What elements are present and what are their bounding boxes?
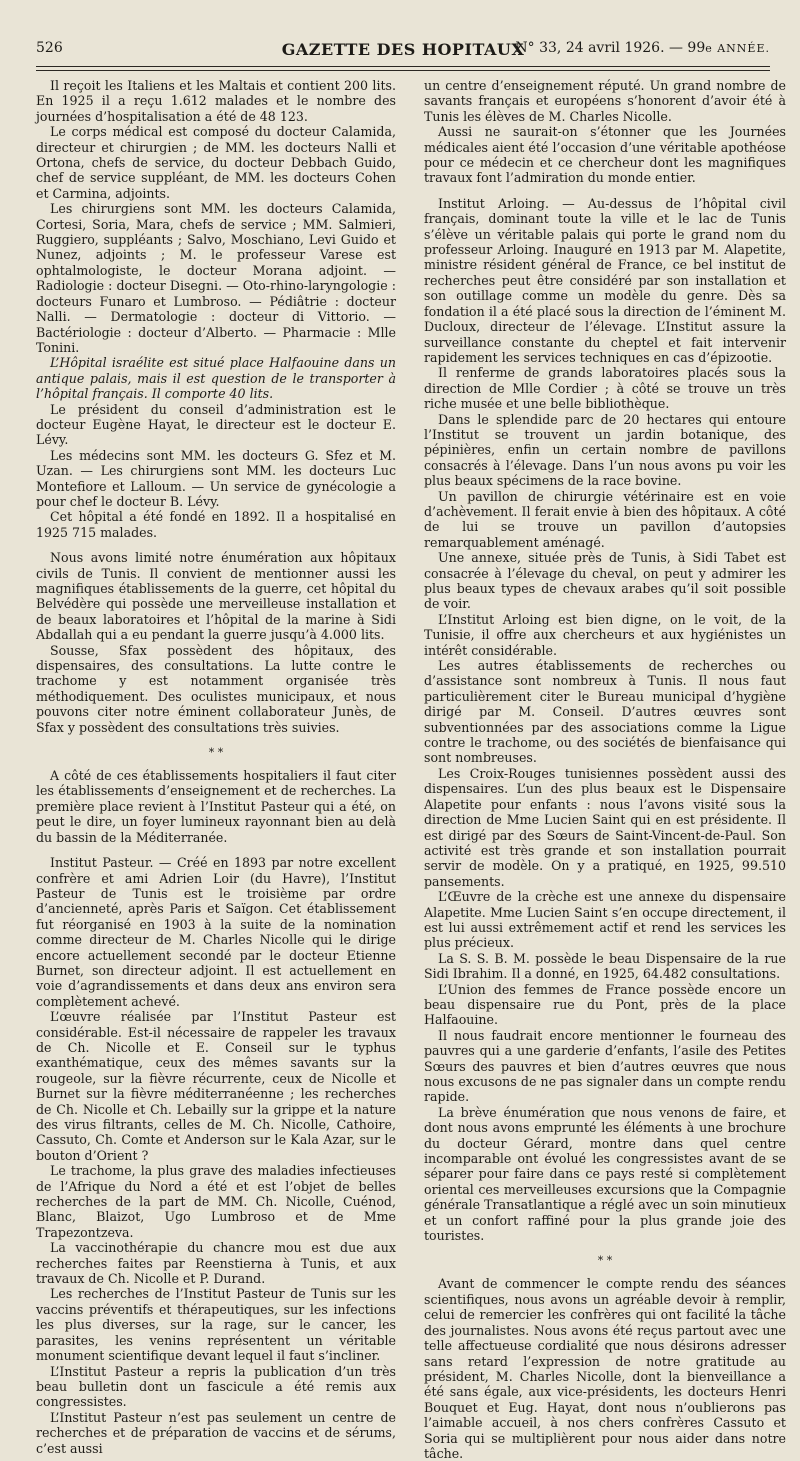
paragraph: La brève énumération que nous venons de faire, et dont nous avons emprunté les éléments à une brochure du docteur Gérard, montre dans quel centre incomparable ont évolué les congressistes avant de se séparer pour faire dans ce pays resté si complètement oriental ces merveilleuses excursions que la Compagnie générale Transatlantique a réglé avec un soin minutieux et un confort raffiné pour la plus grande joie des touristes. (424, 1104, 786, 1244)
paragraph: Il reçoit les Italiens et les Maltais et contient 200 lits. En 1925 il a reçu 1.612 malades et le nombre des journées d’hospitalisation a été de 48 123. (36, 78, 396, 124)
paragraph: L’Institut Pasteur a repris la publication d’un très beau bulletin dont un fascicule a été remis aux congressistes. (36, 1363, 396, 1410)
paragraph: L’Œuvre de la crèche est une annexe du dispensaire Alapetite. Mme Lucien Saint s’en occupe directement, il est lui aussi extrêmement actif et rend les services les plus précieux. (424, 889, 786, 951)
paragraph: Les médecins sont MM. les docteurs G. Sfez et M. Uzan. — Les chirurgiens sont MM. les docteurs Luc Montefiore et Lalloum. — Un service de gynécologie a pour chef le docteur B. Lévy. (36, 447, 396, 509)
paragraph: Un pavillon de chirurgie vétérinaire est en voie d’achèvement. Il ferait envie à bien des hôpitaux. A côté de lui se trouve un pavillon d’autopsies remarquablement aménagé. (424, 488, 786, 550)
paragraph: L’Institut Pasteur n’est pas seulement un centre de recherches et de préparation de vaccins et de sérums, c’est aussi (36, 1409, 396, 1456)
paragraph: L’Union des femmes de France possède encore un beau dispensaire rue du Pont, près de la place Halfaouine. (424, 981, 786, 1028)
paragraph: Nous avons limité notre énumération aux hôpitaux civils de Tunis. Il convient de mentionner aussi les magnifiques établissements de la guerre, cet hôpital du Belvédère qui possède une merveilleuse installation et de beaux laboratoires et l’hôpital de la marine à Sidi Abdallah qui a eu pendant la guerre jusqu’à 4.000 lits. (36, 550, 396, 643)
paragraph: L’Hôpital israélite est situé place Halfaouine dans un antique palais, mais il est question de le transporter à l’hôpital français. Il comporte 40 lits. (36, 355, 396, 402)
header-rule-thin (36, 70, 770, 71)
paragraph: Institut Arloing. — Au-dessus de l’hôpital civil français, dominant toute la ville et le lac de Tunis s’élève un véritable palais qui porte le grand nom du professeur Arloing. Inauguré en 1913 par M. Alapetite, ministre résident général de France, ce bel institut de recherches peut être considéré par son installation et son outillage comme un modèle du genre. Dès sa fondation il a été placé sous la direction de l’éminent M. Ducloux, directeur de l’élevage. L’Institut assure la surveillance constante du cheptel et fait intervenir rapidement les services techniques en cas d’épizootie. (424, 195, 786, 365)
page-number: 526 (36, 40, 63, 56)
issue-year-suffix: e ANNÉE. (705, 42, 770, 55)
issue-date: N° 33, 24 avril 1926. — 99 (515, 40, 706, 56)
paragraph: Avant de commencer le compte rendu des séances scientifiques, nous avons un agréable devoir à remplir, celui de remercier les confrères qui ont facilité la tâche des journalistes. Nous avons été reçus partout avec une telle affectueuse cordialité que nous désirons adresser sans retard l’expression de notre gratitude au président, M. Charles Nicolle, dont la bienveillance a été sans égale, aux vice-présidents, les docteurs Henri Bouquet et Eug. Hayat, dont nous n’oublierons pas l’aimable accueil, à nos chers confrères Cassuto et Soria qui se multiplièrent pour nous aider dans notre tâche. (424, 1276, 786, 1461)
header-rule-thick (36, 66, 770, 67)
paragraph: A côté de ces établissements hospitaliers il faut citer les établissements d’enseignement et de recherches. La première place revient à l’Institut Pasteur qui a été, on peut le dire, un foyer lumineux rayonnant bien au delà du bassin de la Méditerranée. (36, 768, 396, 845)
article-body (36, 78, 786, 1461)
paragraph: un centre d’enseignement réputé. Un grand nombre de savants français et européens s’honorent d’avoir été à Tunis les élèves de M. Charles Nicolle. (424, 78, 786, 124)
paragraph: Dans le splendide parc de 20 hectares qui entoure l’Institut se trouvent un jardin botanique, des pépinières, enfin un certain nombre de pavillons consacrés à l’élevage. Dans l’un nous avons pu voir les plus beaux spécimens de la race bovine. (424, 411, 786, 489)
paragraph: Cet hôpital a été fondé en 1892. Il a hospitalisé en 1925 715 malades. (36, 509, 396, 540)
paragraph: L’œuvre réalisée par l’Institut Pasteur est considérable. Est-il nécessaire de rappeler les travaux de Ch. Nicolle et E. Conseil sur le typhus exanthématique, ceux des mêmes savants sur la rougeole, sur la fièvre récurrente, ceux de Nicolle et Burnet sur la fièvre méditerranéenne ; les recherches de Ch. Nicolle et Ch. Lebailly sur la grippe et la nature des virus filtrants, celles de M. Ch. Nicolle, Cathoire, Cassuto, Ch. Comte et Anderson sur le Kala Azar, sur le bouton d’Orient ? (36, 1009, 396, 1163)
paragraph: Les autres établissements de recherches ou d’assistance sont nombreux à Tunis. Il nous faut particulièrement citer le Bureau municipal d’hygiène dirigé par M. Conseil. D’autres œuvres sont subventionnées par des associations comme la Ligue contre le trachome, ou des sociétés de bienfaisance qui sont nombreuses. (424, 658, 786, 766)
journal-title: GAZETTE DES HOPITAUX (281, 40, 525, 59)
paragraph: Une annexe, située près de Tunis, à Sidi Tabet est consacrée à l’élevage du cheval, on peut y admirer les plus beaux types de chevaux arabes qu’il soit possible de voir. (424, 550, 786, 612)
paragraph: Les Croix-Rouges tunisiennes possèdent aussi des dispensaires. L’un des plus beaux est le Dispensaire Alapetite pour enfants : nous l’avons visité sous la direction de Mme Lucien Saint qui en est présidente. Il est dirigé par des Sœurs de Saint-Vincent-de-Paul. Son activité est très grande et son installation pourrait servir de modèle. On y a pratiqué, en 1925, 99.510 pansements. (424, 765, 786, 889)
section-separator: * * (208, 746, 224, 760)
paragraph: L’Institut Arloing est bien digne, on le voit, de la Tunisie, il offre aux chercheurs et aux hygiénistes un intérêt considérable. (424, 611, 786, 658)
paragraph: Il nous faudrait encore mentionner le fourneau des pauvres qui a une garderie d’enfants, l’asile des Petites Sœurs des pauvres et bien d’autres œuvres que nous nous excusons de ne pas signaler dans un compte rendu rapide. (424, 1027, 786, 1105)
paragraph: Le président du conseil d’administration est le docteur Eugène Hayat, le directeur est le docteur E. Lévy. (36, 401, 396, 448)
paragraph: Les recherches de l’Institut Pasteur de Tunis sur les vaccins préventifs et thérapeutiques, sur les infections les plus diverses, sur la rage, sur le cancer, les parasites, les venins représentent un véritable monument scientifique devant lequel il faut s’incliner. (36, 1286, 396, 1364)
paragraph: Aussi ne saurait-on s’étonner que les Journées médicales aient été l’occasion d’une véritable apothéose pour ce médecin et ce chercheur dont les magnifiques travaux font l’admiration du monde entier. (424, 124, 786, 186)
paragraph: Il renferme de grands laboratoires placés sous la direction de Mlle Cordier ; à côté se trouve un très riche musée et une belle bibliothèque. (424, 365, 786, 412)
paragraph: Les chirurgiens sont MM. les docteurs Calamida, Cortesi, Soria, Mara, chefs de service ; MM. Salmieri, Ruggiero, suppléants ; Salvo, Moschiano, Levi Guido et Nunez, adjoints ; M. le professeur Varese est ophtalmologiste, le docteur Morana adjoint. — Radiologie : docteur Disegni. — Oto-rhino-laryngologie : docteurs Funaro et Lumbroso. — Pédiâtrie : docteur Nalli. — Dermatologie : docteur di Vittorio. — Bactériologie : docteur d’Alberto. — Pharmacie : Mlle Tonini. (36, 201, 396, 355)
left-column (36, 78, 396, 1456)
right-column (424, 78, 786, 1461)
page-header (36, 40, 770, 62)
paragraph: Le trachome, la plus grave des maladies infectieuses de l’Afrique du Nord a été et est l’objet de belles recherches de la part de MM. Ch. Nicolle, Cuénod, Blanc, Blaizot, Ugo Lumbroso et de Mme Trapezontzeva. (36, 1163, 396, 1240)
paragraph: Le corps médical est composé du docteur Calamida, directeur et chirurgien ; de MM. les docteurs Nalli et Ortona, chefs de service, du docteur Debbach Guido, chef de service suppléant, de MM. les docteurs Cohen et Carmina, adjoints. (36, 124, 396, 201)
issue-line (515, 40, 770, 56)
paragraph: La S. S. B. M. possède le beau Dispensaire de la rue Sidi Ibrahim. Il a donné, en 1925, 64.482 consultations. (424, 950, 786, 982)
paragraph: Sousse, Sfax possèdent des hôpitaux, des dispensaires, des consultations. La lutte contre le trachome y est notamment organisée très méthodiquement. Des oculistes municipaux, et nous pouvons citer notre éminent collaborateur Junès, de Sfax y possèdent des consultations très suivies. (36, 642, 396, 735)
paragraph: La vaccinothérapie du chancre mou est due aux recherches faites par Reenstierna à Tunis, et aux travaux de Ch. Nicolle et P. Durand. (36, 1240, 396, 1287)
paragraph: Institut Pasteur. — Créé en 1893 par notre excellent confrère et ami Adrien Loir (du Havre), l’Institut Pasteur de Tunis est le troisième par ordre d’ancienneté, après Paris et Saïgon. Cet établissement fut réorganisé en 1903 à la suite de la nomination comme directeur de M. Charles Nicolle qui le dirige encore actuellement secondé par le docteur Etienne Burnet, son directeur adjoint. Il est actuellement en voie d’agrandissements et dans deux ans environ sera complètement achevé. (36, 855, 396, 1009)
section-separator: * * (597, 1254, 613, 1268)
